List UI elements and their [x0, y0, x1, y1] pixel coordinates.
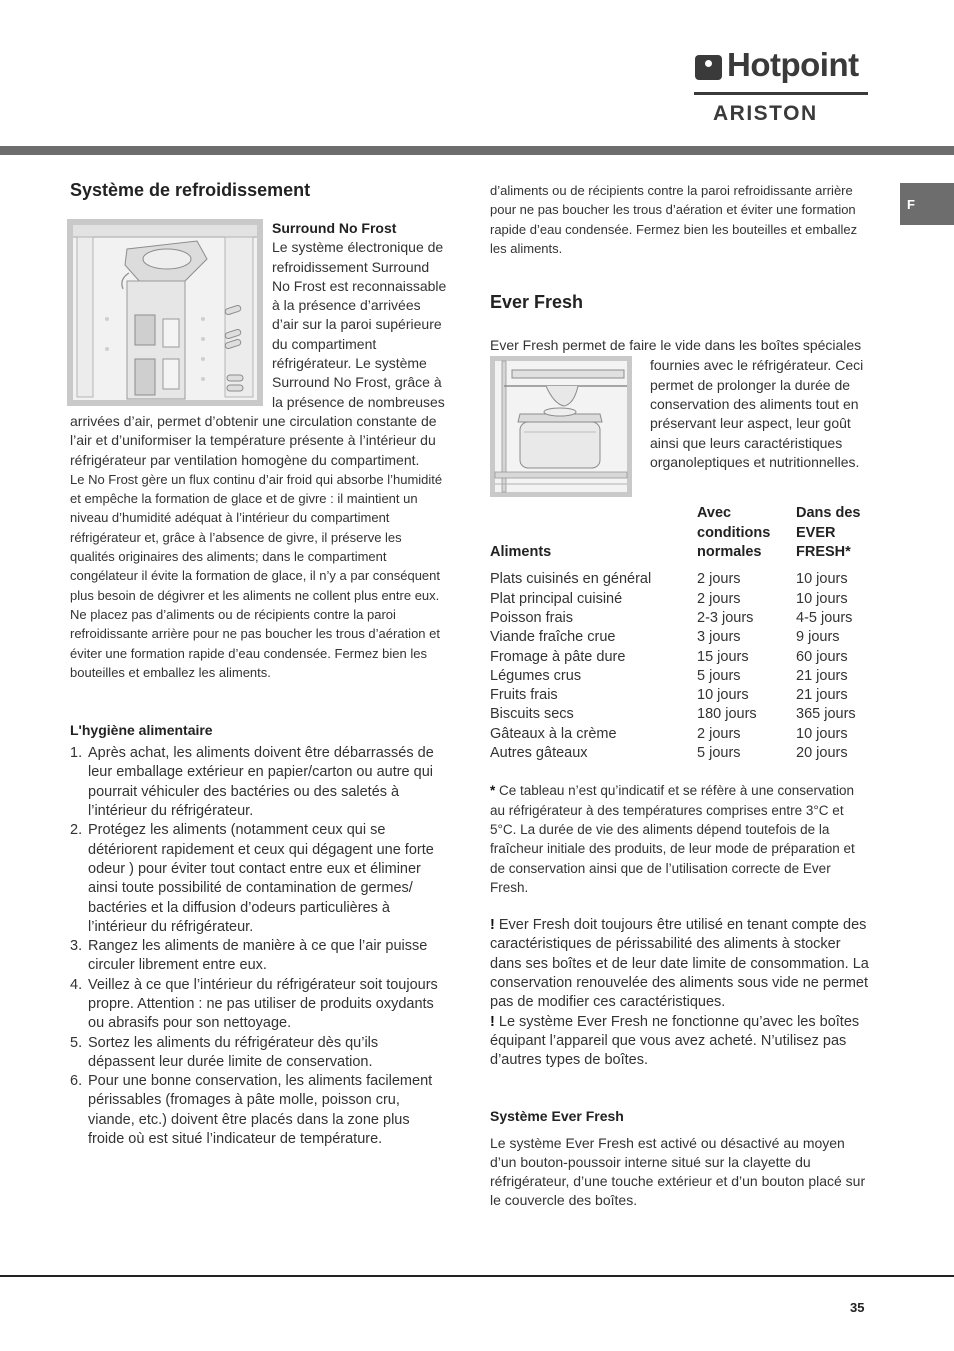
- everfresh-duration: 9 jours: [796, 629, 840, 646]
- left-column: [70, 180, 448, 1149]
- table-row: [490, 725, 870, 744]
- normal-duration: 2 jours: [697, 590, 741, 607]
- hygiene-list: [70, 744, 448, 1149]
- header-band: [0, 146, 954, 155]
- surround-text: Le système électronique de refroidissement Surround No Frost est reconnaissable à la présence d’arrivées d’air sur la paroi supérieure du compartiment réfrigérateur. Le système Surround No Frost, grâce à la présence de nombreuses arrivées d’air, permet d’obtenir une circulation constante de l’air et d’uniformiser la température présente à l’intérieur du réfrigérateur par ventilation homogène du compartiment.: [70, 239, 447, 468]
- table-footnote: [490, 781, 870, 897]
- brand-name: Hotpoint: [727, 46, 859, 83]
- table-header-normal: Avec conditions normales: [697, 505, 771, 561]
- everfresh-duration: 10 jours: [796, 590, 848, 607]
- food-name: Plats cuisinés en général: [490, 571, 652, 588]
- list-item: Rangez les aliments de manière à ce que l’air puisse circuler librement entre eux.: [88, 938, 428, 974]
- system-text: Le système Ever Fresh est activé ou désactivé au moyen d’un bouton-poussoir interne situé sur la clayette du réfrigérateur, d’une touche extérieur et d’un bouton placé sur le couvercle des boîtes.: [490, 1134, 866, 1209]
- language-tab: F: [900, 183, 954, 225]
- everfresh-duration: 21 jours: [796, 667, 848, 684]
- hygiene-title: L'hygiène alimentaire: [70, 722, 213, 739]
- brand-logo: [693, 46, 869, 126]
- everfresh-duration: 21 jours: [796, 687, 848, 704]
- food-name: Fromage à pâte dure: [490, 648, 626, 665]
- ever-fresh-box-illustration: [490, 356, 632, 497]
- table-header-foods: Aliments: [490, 544, 552, 561]
- section-title-cooling: Système de refroidissement: [70, 180, 311, 200]
- table-row: [490, 570, 870, 589]
- table-header-row: [490, 504, 870, 570]
- page-number: 35: [850, 1300, 865, 1315]
- normal-duration: 2-3 jours: [697, 609, 754, 626]
- conservation-table: [490, 504, 870, 763]
- normal-duration: 15 jours: [697, 648, 749, 665]
- warning-2: [490, 1013, 870, 1071]
- food-name: Biscuits secs: [490, 706, 574, 723]
- fridge-interior-illustration: [67, 219, 263, 406]
- food-name: Poisson frais: [490, 609, 574, 626]
- food-name: Légumes crus: [490, 667, 582, 684]
- table-header-everfresh: Dans des EVER FRESH*: [796, 505, 861, 561]
- table-row: [490, 705, 870, 724]
- ever-fresh-intro: Ever Fresh permet de faire le vide dans les boîtes spéciales: [490, 337, 862, 354]
- warning-text: Le système Ever Fresh ne fonctionne qu’avec les boîtes équipant l’appareil que vous avez acheté. N’utilisez pas d’autres types de boîtes.: [490, 1013, 860, 1069]
- footer-rule: [0, 1275, 954, 1277]
- table-row: [490, 609, 870, 628]
- everfresh-duration: 365 jours: [796, 706, 856, 723]
- normal-duration: 2 jours: [697, 725, 741, 742]
- normal-duration: 5 jours: [697, 667, 741, 684]
- everfresh-duration: 10 jours: [796, 725, 848, 742]
- footnote-mark: *: [490, 783, 496, 799]
- continued-text: d’aliments ou de récipients contre la paroi refroidissante arrière pour ne pas boucher les trous d’aération et éviter une formation rapide d’eau condensée. Fermez bien les bouteilles et emballez les aliments.: [490, 183, 858, 256]
- normal-duration: 3 jours: [697, 629, 741, 646]
- table-row: [490, 628, 870, 647]
- section-title-ever-fresh: Ever Fresh: [490, 292, 584, 313]
- nofrost-text: Le No Frost gère un flux continu d’air froid qui absorbe l’humidité et empêche la formation de glace et de givre : il maintient un niveau d’humidité adéquat à l’intérieur du compartiment réfrigérateur et, grâce à l’absence de givre, il préserve les qualités originaires des aliments; dans le compartiment congélateur il évite la formation de glace, il n’y a par conséquent plus besoin de dégivrer et les aliments ne collent plus entre eux. Ne placez pas d’aliments ou de récipients contre la paroi refroidissante arrière pour ne pas boucher les trous d’aération et éviter une formation rapide d’eau condensée. Fermez bien les bouteilles et emballez les aliments.: [70, 471, 443, 680]
- food-name: Viande fraîche crue: [490, 629, 616, 646]
- warning-mark: !: [490, 1013, 495, 1030]
- list-item: Sortez les aliments du réfrigérateur dès qu’ils dépassent leur durée limite de conservation.: [88, 1034, 379, 1070]
- normal-duration: 10 jours: [697, 687, 749, 704]
- warning-text: Ever Fresh doit toujours être utilisé en tenant compte des caractéristiques de périssabilité des aliments à stocker dans ses boîtes et de leur date limite de consommation. La conservation renouvelée des aliments sous vide ne permet pas de modifier ces caractéristiques.: [490, 917, 869, 1011]
- food-name: Gâteaux à la crème: [490, 725, 617, 742]
- everfresh-duration: 4-5 jours: [796, 609, 853, 626]
- table-row: [490, 686, 870, 705]
- food-name: Fruits frais: [490, 687, 558, 704]
- list-item: Veillez à ce que l’intérieur du réfrigérateur soit toujours propre. Attention : ne pas utiliser de produits oxydants ou abrasifs pour son nettoyage.: [88, 976, 438, 1032]
- warning-1: [490, 916, 870, 1012]
- right-column: [490, 181, 870, 1211]
- brand-mark-icon: [695, 55, 722, 80]
- normal-duration: 5 jours: [697, 745, 741, 762]
- table-row: [490, 590, 870, 609]
- list-item: Pour une bonne conservation, les aliments facilement périssables (fromages à pâte molle, poisson cru, viande, etc.) doivent être placés dans la zone plus froide où est situé l’indicateur de température.: [88, 1073, 433, 1148]
- brand-rule: [694, 92, 868, 95]
- brand-sub: ARISTON: [713, 102, 818, 125]
- footnote-text: Ce tableau n’est qu’indicatif et se réfère à une conservation au réfrigérateur à des températures comprises entre 3°C et 5°C. La durée de vie des aliments dépend toutefois de la fraîcheur initiale des produits, de leur mode de préparation et de conservation ainsi que de l’utilisation correcte de Ever Fresh.: [490, 783, 855, 895]
- normal-duration: 180 jours: [697, 706, 757, 723]
- normal-duration: 2 jours: [697, 571, 741, 588]
- surround-title: Surround No Frost: [272, 220, 397, 236]
- food-name: Plat principal cuisiné: [490, 590, 623, 607]
- ever-fresh-description: fournies avec le réfrigérateur. Ceci permet de prolonger la durée de conservation des aliments tout en préservant leur aspect, leur goût ainsi que leurs caractéristiques organoleptiques et nutritionnelles.: [650, 357, 864, 470]
- table-row: [490, 648, 870, 667]
- everfresh-duration: 10 jours: [796, 571, 848, 588]
- everfresh-duration: 60 jours: [796, 648, 848, 665]
- system-title: Système Ever Fresh: [490, 1107, 624, 1124]
- everfresh-duration: 20 jours: [796, 745, 848, 762]
- list-item: Protégez les aliments (notamment ceux qui se détériorent rapidement et ceux qui dégagent une forte odeur ) pour éviter tout contact entre eux et éliminer ainsi toute possibilité de contamination de germes/ bactéries et la diffusion d’odeurs particulières à l’intérieur du réfrigérateur.: [88, 822, 434, 935]
- table-row: [490, 667, 870, 686]
- table-row: [490, 744, 870, 763]
- list-item: Après achat, les aliments doivent être débarrassés de leur emballage extérieur en papier/carton ou autre qui pourrait véhiculer des bactéries ou des saletés à l’intérieur du réfrigérateur.: [88, 745, 434, 820]
- food-name: Autres gâteaux: [490, 745, 588, 762]
- warning-mark: !: [490, 917, 495, 934]
